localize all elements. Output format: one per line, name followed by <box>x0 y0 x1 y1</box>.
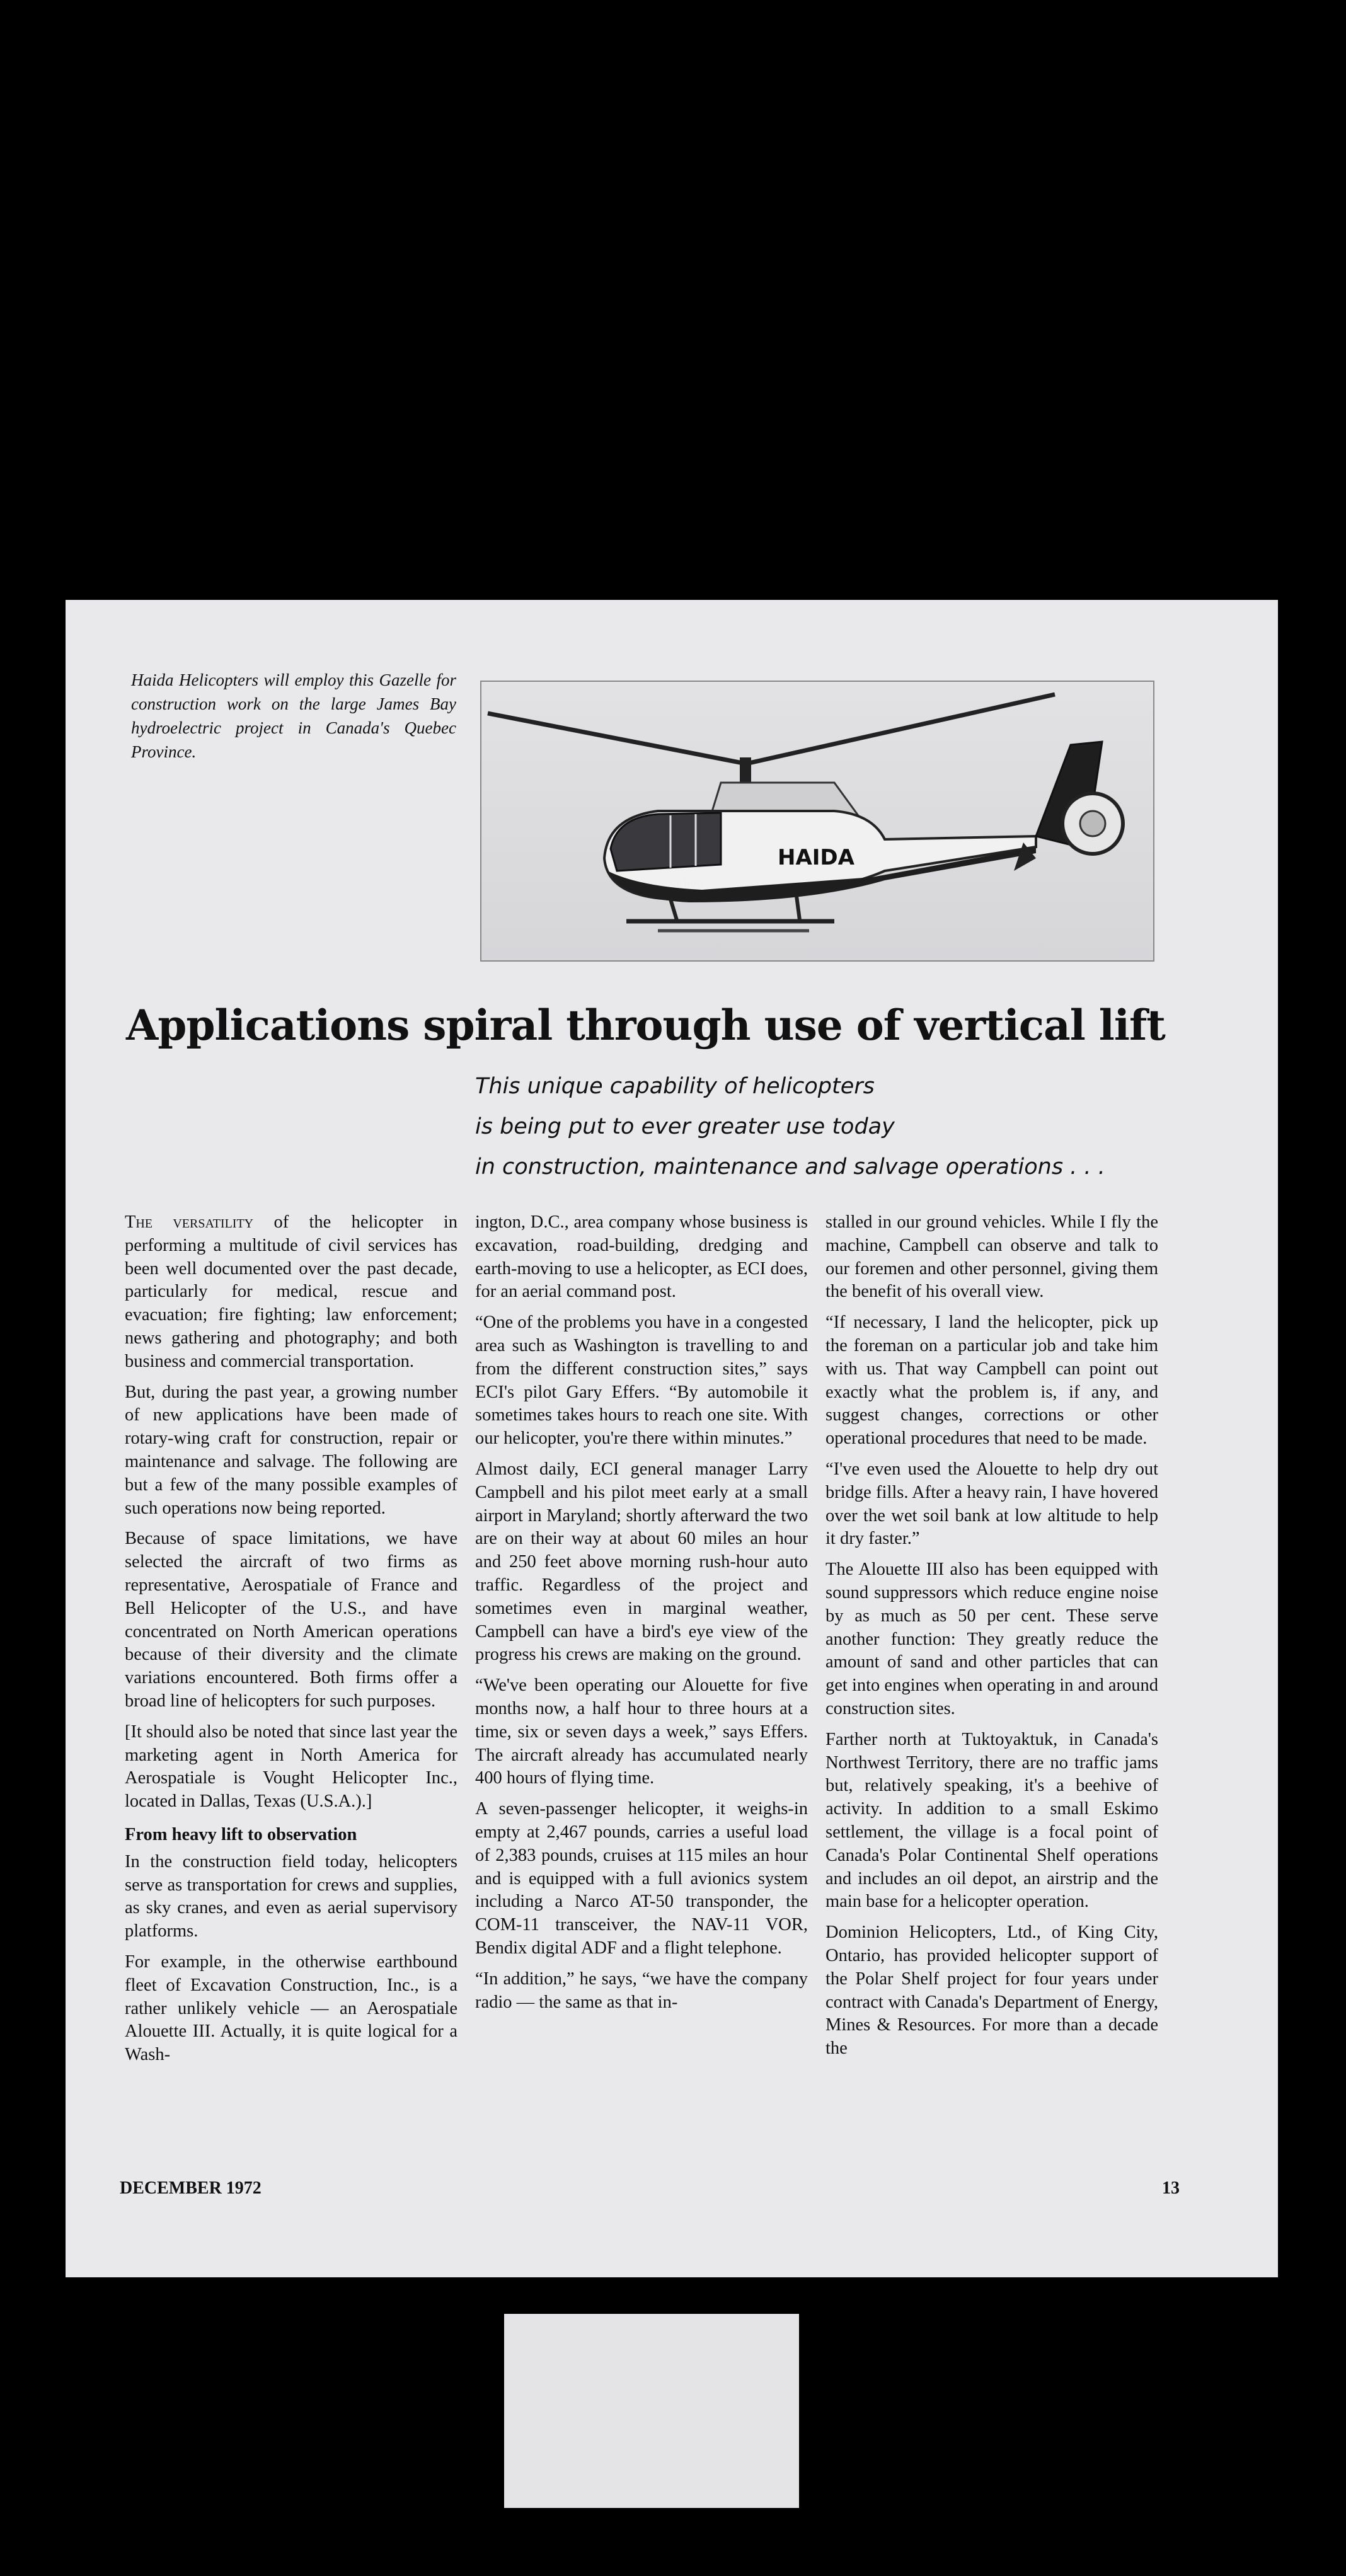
section-subheading: From heavy lift to observation <box>125 1824 357 1844</box>
paragraph: The Alouette III also has been equipped with sound suppressors which reduce engine noise by as much as 50 per cent. These serve another function: They greatly reduce the amount of sand and other particles that can get into engines when operating in and around construction sites. <box>825 1560 1158 1718</box>
text-column-3 <box>825 1211 1158 2068</box>
article-subhead <box>475 1066 1181 1187</box>
paragraph: “If necessary, I land the helicopter, pick up the foreman on a particular job and take him with us. That way Campbell can point out exactly what the problem is, if any, and suggest changes, corrections or other operational procedures that need to be made. <box>825 1313 1158 1449</box>
paragraph: Almost daily, ECI general manager Larry Campbell and his pilot meet early at a small airport in Maryland; shortly afterward the two are on their way at about 60 miles an hour and 250 feet above morning rush-hour auto traffic. Regardless of the project and sometimes even in marginal weather, Campbell can have a bird's eye view of the progress his crews are making on the ground. <box>475 1459 808 1665</box>
paragraph: “I've even used the Alouette to help dry out bridge fills. After a heavy rain, I have hovered over the wet soil bank at low altitude to help it dry faster.” <box>825 1459 1158 1549</box>
subhead-line: in construction, maintenance and salvage operations . . . <box>475 1154 1105 1180</box>
text-column-2 <box>475 1211 808 2021</box>
paragraph: Farther north at Tuktoyaktuk, in Canada's Northwest Territory, there are no traffic jams but, relatively speaking, it's a beehive of activity. In addition to a small Eskimo settlement, the village is a focal point of Canada's Polar Continental Shelf operations and includes an oil depot, an airstrip and the main base for a helicopter operation. <box>825 1729 1158 1912</box>
helicopter-photo <box>480 681 1154 962</box>
photo-caption: Haida Helicopters will employ this Gazelle for construction work on the large James Bay hydroelectric project in Canada's Quebec Province. <box>131 670 456 761</box>
paragraph-text: of the helicopter in performing a multitude of civil services has been well documented over the past decade, particularly for medical, rescue and evacuation; fire fighting; law enforcement; news gathering and photography; and both business and commercial transportation. <box>125 1212 457 1371</box>
paragraph: stalled in our ground vehicles. While I fly the machine, Campbell can observe and talk to our foremen and other personnel, giving them the benefit of his overall view. <box>825 1212 1158 1302</box>
paragraph <box>125 1211 457 1374</box>
lead-in-smallcaps: The versatility <box>125 1212 254 1232</box>
fuselage-lettering: HAIDA <box>778 845 854 870</box>
paragraph: For example, in the otherwise earthbound fleet of Excavation Construction, Inc., is a rather unlikely vehicle — an Aerospatiale Alouette III. Actually, it is quite logical for a Wash- <box>125 1952 457 2065</box>
paragraph: In the construction field today, helicopters serve as transportation for crews and supplies, as sky cranes, and even as aerial supervisory platforms. <box>125 1851 457 1941</box>
paragraph: Dominion Helicopters, Ltd., of King City, Ontario, has provided helicopter support of the Polar Shelf project for four years under contract with Canada's Department of Energy, Mines & Resources. For more than a decade the <box>825 1923 1158 2059</box>
registration-marking: CF-HOO <box>670 880 703 889</box>
paragraph: [It should also be noted that since last year the marketing agent in North America for Aerospatiale is Vought Helicopter Inc., located in Dallas, Texas (U.S.A.).] <box>125 1722 457 1812</box>
main-rotor-blade-right <box>746 694 1055 764</box>
paragraph: A seven-passenger helicopter, it weighs-in empty at 2,467 pounds, carries a useful load of 2,383 pounds, cruises at 115 miles an hour and is equipped with a full avionics system including a Narco AT-50 transponder, the COM-11 transceiver, the NAV-11 VOR, Bendix digital ADF and a flight telephone. <box>475 1799 808 1958</box>
paragraph: ington, D.C., area company whose business is excavation, road-building, dredging and earth-moving to use a helicopter, as ECI does, for an aerial command post. <box>475 1212 808 1302</box>
subhead-line: is being put to ever greater use today <box>475 1114 895 1139</box>
paragraph: Because of space limitations, we have selected the aircraft of two firms as representative, Aerospatiale of France and Bell Helicopter of the U.S., and have concentrated on North American operations because of their diversity and the climate variations encountered. Both firms offer a broad line of helicopters for such purposes. <box>125 1529 457 1711</box>
paragraph: “One of the problems you have in a congested area such as Washington is travelling to and from the different construction sites,” says ECI's pilot Gary Effers. “By automobile it sometimes takes hours to reach one site. With our helicopter, you're there within minutes.” <box>475 1313 808 1449</box>
article-headline: Applications spiral through use of vertical lift <box>126 1001 1165 1050</box>
page-number: 13 <box>1162 2178 1180 2198</box>
paragraph: “We've been operating our Alouette for five months now, a half hour to three hours at a time, six or seven days a week,” says Effers. The aircraft already has accumulated nearly 400 hours of flying time. <box>475 1676 808 1788</box>
issue-date: DECEMBER 1972 <box>120 2178 262 2198</box>
main-rotor-blade-left <box>488 713 746 764</box>
subhead-line: This unique capability of helicopters <box>475 1074 875 1099</box>
paragraph: “In addition,” he says, “we have the company radio — the same as that in- <box>475 1969 808 2012</box>
text-column-1 <box>125 1211 457 2074</box>
magazine-page <box>66 600 1278 2277</box>
rotor-mast <box>740 757 751 783</box>
paragraph: But, during the past year, a growing number of new applications have been made of rotary-wing craft for construction, repair or maintenance and salvage. The following are but a few of the many possible examples of such operations now being reported. <box>125 1382 457 1518</box>
helicopter-illustration <box>481 682 1153 960</box>
blank-card <box>504 2314 799 2508</box>
